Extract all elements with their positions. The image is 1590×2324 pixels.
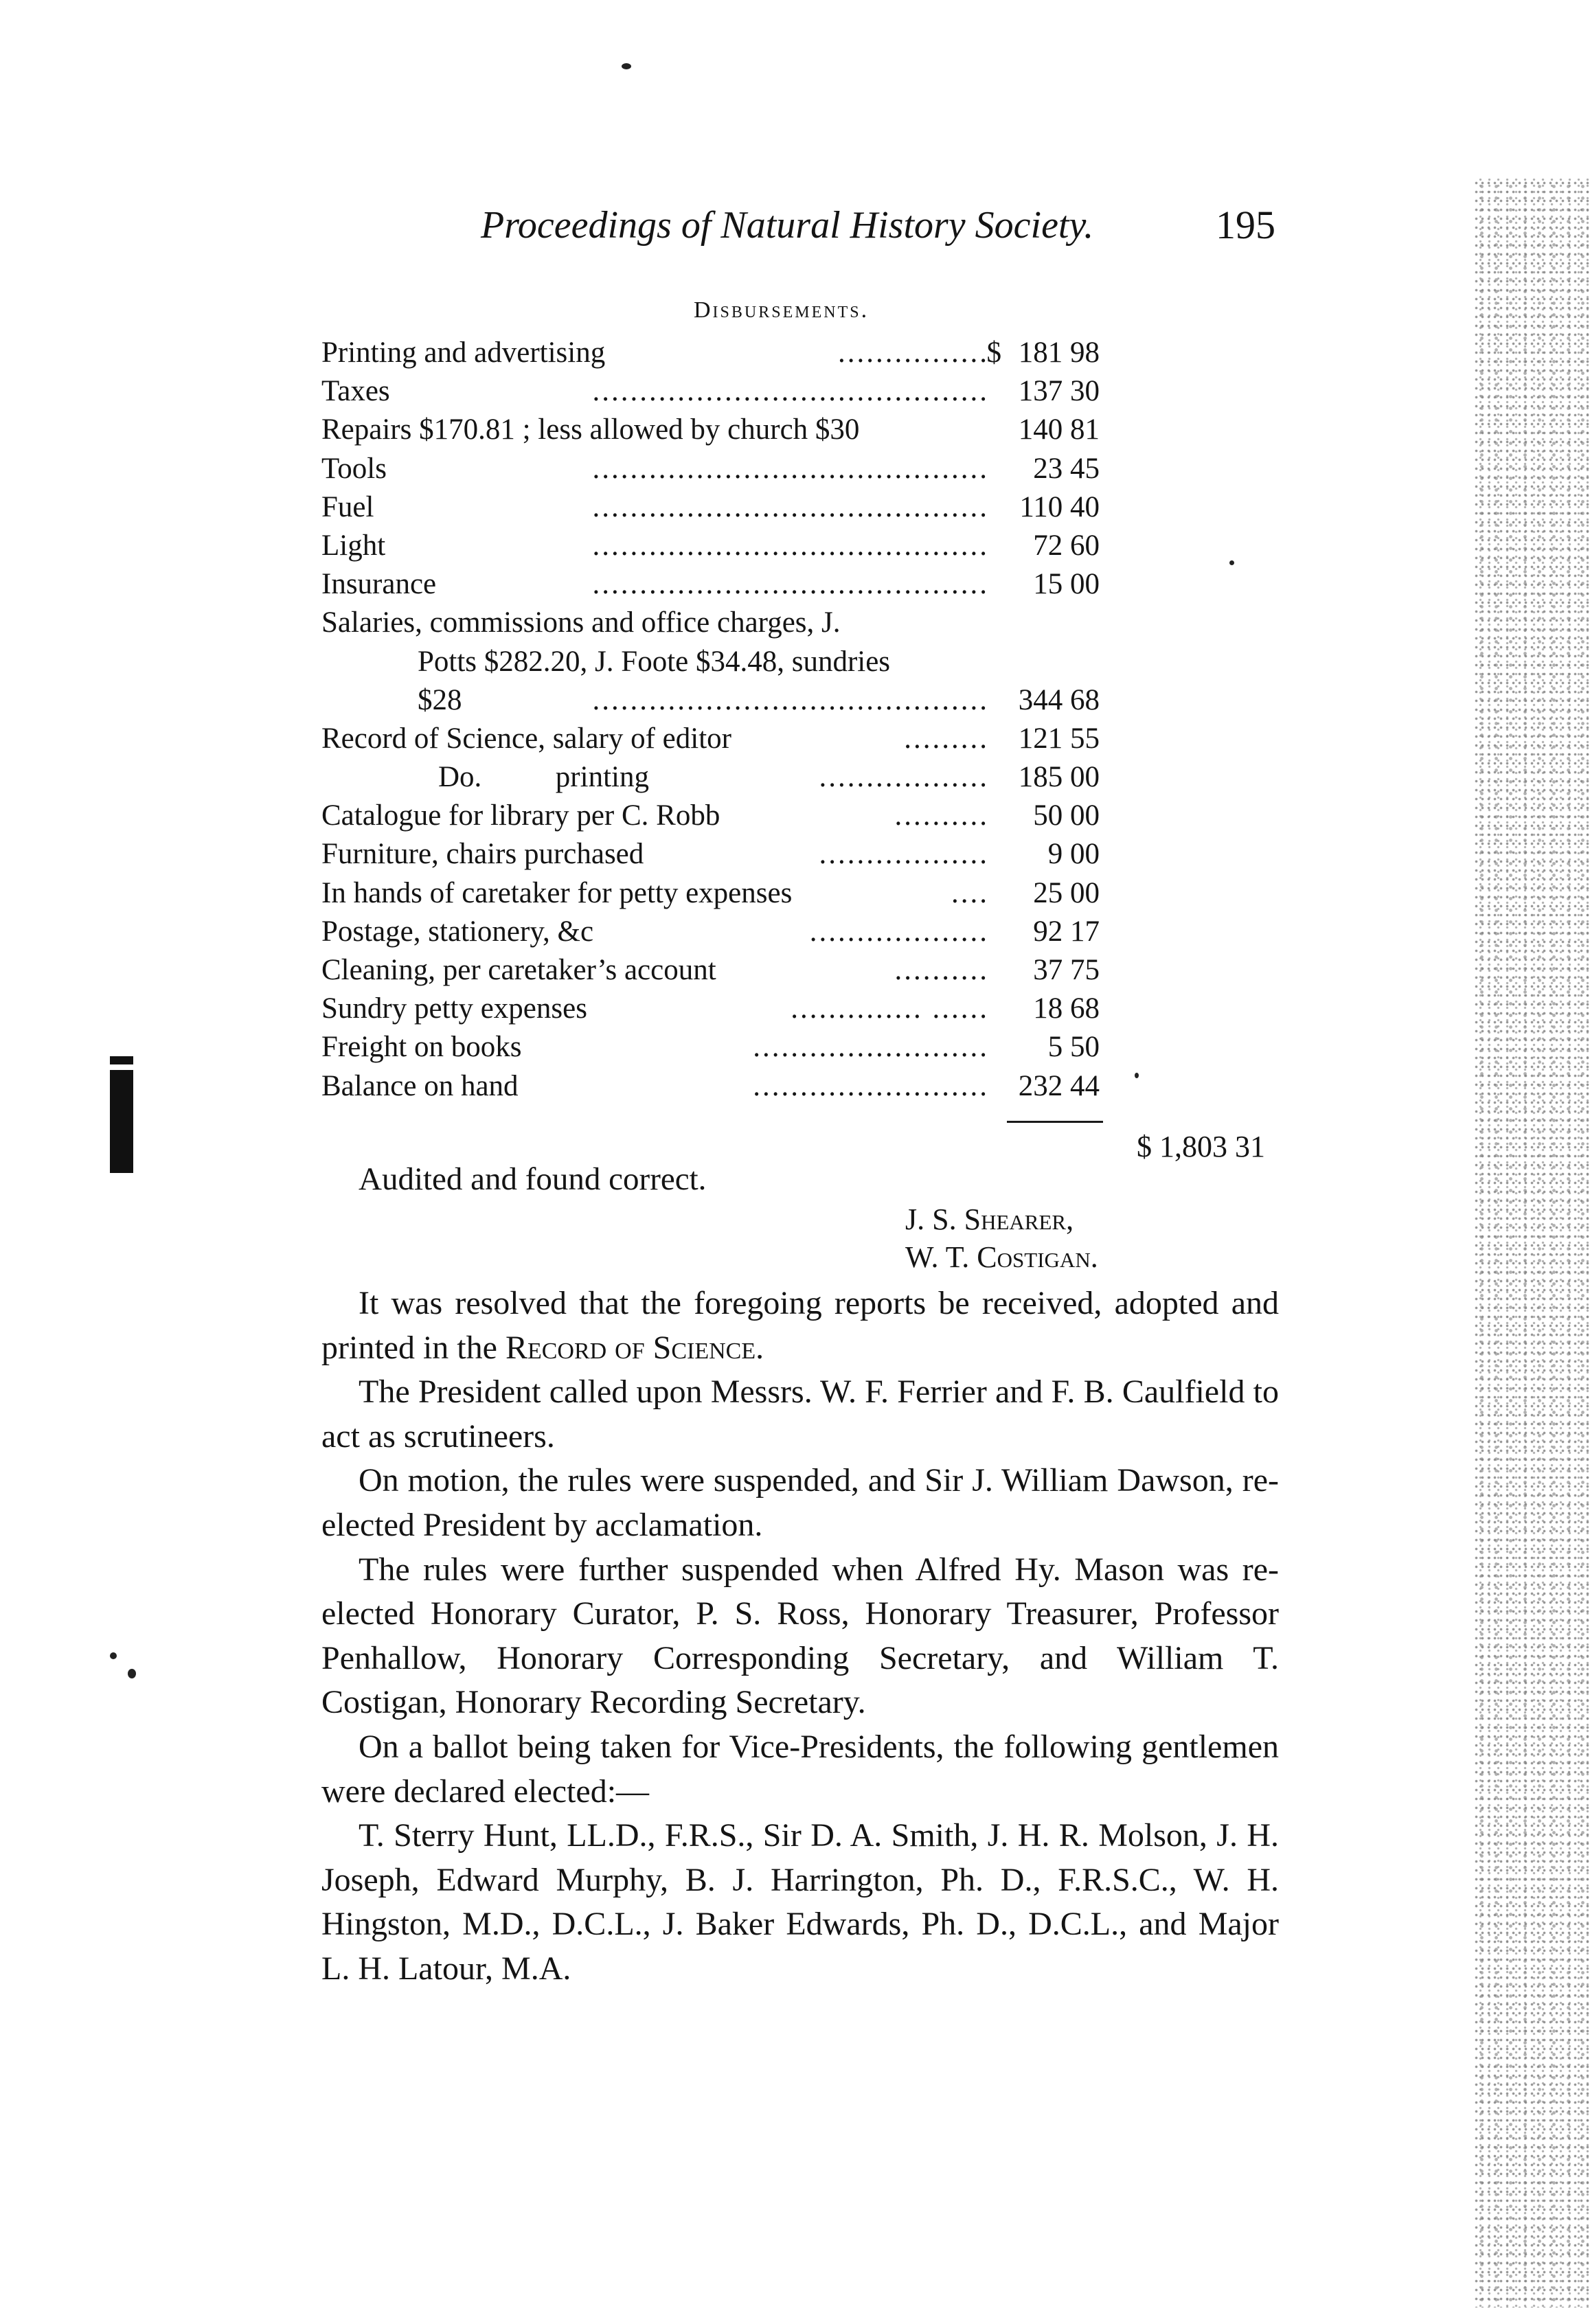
ledger-label: Cleaning, per caretaker’s account bbox=[321, 954, 716, 986]
ledger-label: Printing and advertising bbox=[321, 337, 606, 369]
paragraph-text: On a ballot being taken for Vice-Presidents, the following gentlemen were declared elected:— bbox=[321, 1728, 1279, 1810]
ledger-leader-dots: .......................................... bbox=[592, 452, 989, 485]
ledger-leader-dots: ......................... bbox=[753, 1031, 989, 1064]
ledger-leader-dots: ...... .............. bbox=[791, 992, 989, 1025]
ledger-row bbox=[321, 990, 1118, 1028]
ledger-leader-dots: .......................................... bbox=[592, 490, 989, 523]
paragraph-text: . bbox=[756, 1329, 764, 1366]
ledger-label: Light bbox=[321, 529, 386, 562]
paragraph-text: On motion, the rules were suspended, and Sir J. William Dawson, re-elected President by acclamation. bbox=[321, 1462, 1279, 1543]
ledger-leader-dots: .......................................... bbox=[592, 568, 989, 601]
ledger-row bbox=[321, 334, 1118, 372]
ledger-amount: 110 40 bbox=[1019, 490, 1100, 523]
minutes-body bbox=[321, 1281, 1279, 1992]
ledger-row bbox=[321, 681, 1118, 720]
minutes-paragraph bbox=[321, 1281, 1279, 1370]
ledger-row bbox=[321, 797, 1118, 835]
ledger-label: In hands of caretaker for petty expenses bbox=[321, 876, 793, 909]
paragraph-text: The rules were further suspended when Alfred Hy. Mason was re-elected Honorary Curator, P. S. Ross, Honorary Treasurer, Professor Penhallow, Honorary Corresponding Secretary, and William T. Costigan, Honorary Recording Secretary. bbox=[321, 1551, 1279, 1721]
ledger-label: Balance on hand bbox=[321, 1069, 519, 1102]
paragraph-text: It was resolved that the foregoing reports be received, adopted and printed in the bbox=[321, 1285, 1279, 1366]
ledger-row bbox=[321, 720, 1118, 758]
ledger-leader-dots: .......... bbox=[894, 799, 989, 832]
minutes-paragraph bbox=[321, 1370, 1279, 1459]
ledger-amount: 181 98 bbox=[1018, 337, 1100, 369]
ledger-label: Furniture, chairs purchased bbox=[321, 838, 644, 871]
ledger-label: Record of Science, salary of editor bbox=[321, 722, 731, 755]
ledger-amount: 140 81 bbox=[1018, 413, 1100, 446]
disbursements-total: $ 1,803 31 bbox=[1137, 1130, 1265, 1163]
disbursements-ledger bbox=[321, 334, 1118, 1106]
ledger-leader-dots: .......................................... bbox=[592, 529, 989, 562]
ledger-leader-dots: ................ bbox=[838, 337, 989, 369]
ledger-row bbox=[321, 913, 1118, 951]
ledger-amount: 232 44 bbox=[1018, 1069, 1100, 1102]
minutes-paragraph bbox=[321, 1459, 1279, 1547]
ledger-leader-dots: .... bbox=[951, 876, 989, 909]
ledger-amount: 121 55 bbox=[1018, 722, 1100, 755]
ledger-label: $28 bbox=[418, 683, 462, 716]
disbursements-title: Disbursements. bbox=[694, 297, 870, 323]
ledger-leader-dots: .......... bbox=[894, 954, 989, 986]
ledger-row bbox=[321, 643, 1118, 681]
ledger-label: Insurance bbox=[321, 568, 437, 601]
ledger-label: Do. printing bbox=[438, 761, 649, 794]
auditor-name-2: W. T. Costigan. bbox=[905, 1240, 1098, 1274]
ledger-row bbox=[321, 1067, 1118, 1106]
minutes-paragraph bbox=[321, 1548, 1279, 1725]
ledger-row bbox=[321, 758, 1118, 797]
ledger-row bbox=[321, 1028, 1118, 1067]
ledger-label: Taxes bbox=[321, 375, 390, 408]
ledger-amount: 50 00 bbox=[1033, 799, 1100, 832]
ledger-leader-dots: .......................................... bbox=[592, 375, 989, 408]
ledger-currency: $ bbox=[986, 337, 1001, 369]
minutes-paragraph bbox=[321, 1814, 1279, 1991]
ledger-row bbox=[321, 488, 1118, 527]
ledger-amount: 185 00 bbox=[1018, 761, 1100, 794]
ledger-label: Fuel bbox=[321, 490, 374, 523]
ledger-row bbox=[321, 951, 1118, 990]
ledger-label: Repairs $170.81 ; less allowed by church $30 bbox=[321, 413, 860, 446]
ledger-label: Freight on books bbox=[321, 1031, 522, 1064]
scan-speck bbox=[128, 1669, 136, 1678]
ledger-amount: 9 00 bbox=[1047, 838, 1100, 871]
ledger-leader-dots: .................. bbox=[819, 838, 989, 871]
ledger-row bbox=[321, 411, 1118, 449]
ledger-row bbox=[321, 835, 1118, 874]
ledger-amount: 72 60 bbox=[1033, 529, 1100, 562]
ledger-amount: 344 68 bbox=[1018, 683, 1100, 716]
ledger-amount: 5 50 bbox=[1047, 1031, 1100, 1064]
ledger-label: Salaries, commissions and office charges, J. bbox=[321, 606, 841, 639]
auditor-signature-1 bbox=[905, 1202, 1074, 1237]
ledger-row bbox=[321, 604, 1118, 642]
minutes-paragraph bbox=[321, 1725, 1279, 1814]
ledger-amount: 92 17 bbox=[1033, 915, 1100, 948]
scan-margin-mark bbox=[110, 1056, 133, 1064]
ledger-label: Catalogue for library per C. Robb bbox=[321, 799, 720, 832]
scan-margin-bar bbox=[110, 1070, 133, 1173]
scan-speck bbox=[110, 1652, 117, 1659]
ledger-leader-dots: ......... bbox=[904, 722, 989, 755]
ledger-row bbox=[321, 874, 1118, 913]
total-rule bbox=[1007, 1121, 1103, 1123]
paragraph-text: T. Sterry Hunt, LL.D., F.R.S., Sir D. A. Smith, J. H. R. Molson, J. H. Joseph, Edward Murphy, B. J. Harrington, Ph. D., F.R.S.C., W. H. Hingston, M.D., D.C.L., J. Baker Edwards, Ph. D., D.C.L., and Major L. H. Latour, M.A. bbox=[321, 1817, 1279, 1987]
ledger-row bbox=[321, 527, 1118, 565]
ledger-label: Potts $282.20, J. Foote $34.48, sundries bbox=[418, 645, 891, 678]
paragraph-text: The President called upon Messrs. W. F. Ferrier and F. B. Caulfield to act as scrutineers. bbox=[321, 1374, 1279, 1455]
auditor-signature-2 bbox=[905, 1240, 1098, 1275]
ledger-label: Tools bbox=[321, 452, 387, 485]
ledger-amount: 23 45 bbox=[1033, 452, 1100, 485]
ledger-leader-dots: ................... bbox=[809, 915, 989, 948]
ledger-label: Sundry petty expenses bbox=[321, 992, 587, 1025]
ledger-amount: 137 30 bbox=[1018, 375, 1100, 408]
audit-statement: Audited and found correct. bbox=[359, 1161, 707, 1197]
ledger-amount: 15 00 bbox=[1033, 568, 1100, 601]
journal-title: Record of Science bbox=[505, 1329, 756, 1366]
ledger-leader-dots: .......................................... bbox=[592, 683, 989, 716]
ledger-row bbox=[321, 565, 1118, 604]
ledger-row bbox=[321, 450, 1118, 488]
ledger-row bbox=[321, 372, 1118, 411]
ledger-amount: 37 75 bbox=[1033, 954, 1100, 986]
ledger-leader-dots: .................. bbox=[819, 761, 989, 794]
running-title: Proceedings of Natural History Society. bbox=[481, 204, 1094, 247]
page-number: 195 bbox=[1216, 203, 1275, 247]
auditor-name-1: J. S. Shearer, bbox=[905, 1203, 1074, 1236]
ledger-label: Postage, stationery, &c bbox=[321, 915, 594, 948]
ledger-amount: 25 00 bbox=[1033, 876, 1100, 909]
ledger-leader-dots: ......................... bbox=[753, 1069, 989, 1102]
scan-speck bbox=[622, 63, 631, 69]
scan-speck bbox=[1135, 1073, 1139, 1078]
ledger-amount: 18 68 bbox=[1033, 992, 1100, 1025]
scan-speck bbox=[1229, 560, 1234, 565]
scan-edge-noise bbox=[1473, 179, 1590, 2308]
